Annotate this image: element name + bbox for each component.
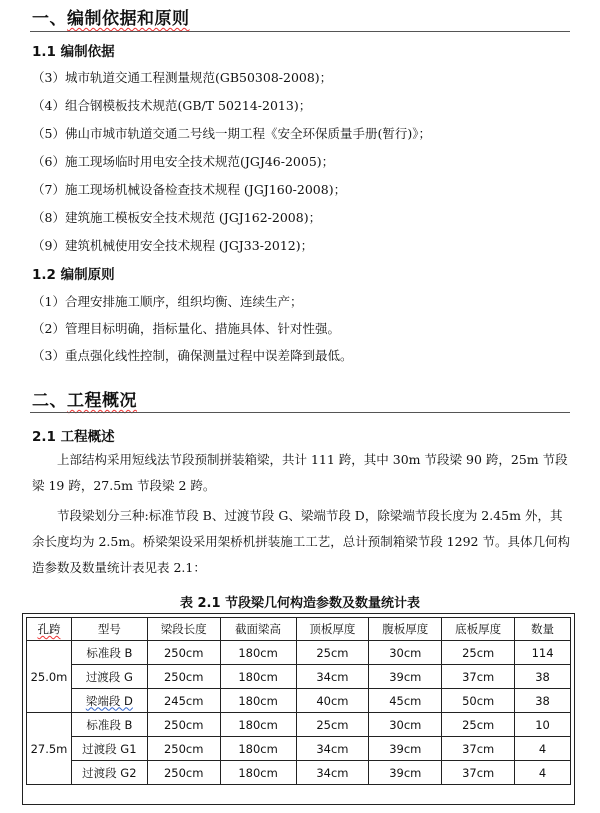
table-cell: 4 bbox=[515, 761, 571, 785]
table-cell: 250cm bbox=[147, 737, 220, 761]
basis-item: （6）施工现场临时用电安全技术规范(JGJ46-2005)； bbox=[32, 154, 335, 169]
table-cell: 25cm bbox=[442, 713, 515, 737]
section-1-rule bbox=[30, 31, 570, 32]
span-cell: 27.5m bbox=[27, 713, 72, 785]
table-cell: 250cm bbox=[147, 665, 220, 689]
span-cell: 25.0m bbox=[27, 641, 72, 713]
table-row bbox=[27, 665, 571, 689]
table-cell: 45cm bbox=[369, 689, 442, 713]
table-cell: 180cm bbox=[220, 713, 296, 737]
table-cell: 34cm bbox=[296, 737, 369, 761]
basis-item: （5）佛山市城市轨道交通二号线一期工程《安全环保质量手册(暂行)》； bbox=[32, 126, 431, 141]
table-cell: 50cm bbox=[442, 689, 515, 713]
section-2-heading bbox=[32, 386, 137, 411]
section-1-heading bbox=[32, 4, 190, 29]
type-cell: 标准段 B bbox=[71, 641, 147, 665]
table-row bbox=[27, 713, 571, 737]
overview-paragraph-1: 上部结构采用短线法节段预制拼装箱梁，共计 111 跨，其中 30m 节段梁 90 跨，25m 节段梁 19 跨，27.5m 节段梁 2 跨。 bbox=[32, 452, 568, 493]
principle-item: （1）合理安排施工顺序，组织均衡、连续生产； bbox=[32, 294, 303, 309]
basis-item: （7）施工现场机械设备检查技术规程 (JGJ160-2008)； bbox=[32, 182, 347, 197]
header-segment-length: 梁段长度 bbox=[147, 618, 220, 641]
type-cell: 梁端段 D bbox=[71, 689, 147, 713]
overview-paragraph-2: 节段梁划分三种:标准节段 B、过渡节段 G、梁端节段 D，除梁端节段长度为 2.45m 外，其余长度均为 2.5m。桥梁架设采用架桥机拼装施工工艺，总计预制箱梁节段 1292 节。具体几何构造参数及数量统计表见表 2.1： bbox=[32, 508, 570, 575]
table-cell: 37cm bbox=[442, 761, 515, 785]
table-cell: 180cm bbox=[220, 737, 296, 761]
table-cell: 34cm bbox=[296, 665, 369, 689]
basis-item: （3）城市轨道交通工程测量规范(GB50308-2008)； bbox=[32, 70, 333, 85]
subsection-1-1-heading: 1.1 编制依据 bbox=[32, 44, 115, 60]
table-cell: 114 bbox=[515, 641, 571, 665]
table-caption: 表 2.1 节段梁几何构造参数及数量统计表 bbox=[179, 596, 421, 611]
subsection-2-1-heading: 2.1 工程概述 bbox=[32, 429, 115, 445]
section-2-rule bbox=[30, 412, 570, 413]
type-cell: 标准段 B bbox=[71, 713, 147, 737]
table-cell: 40cm bbox=[296, 689, 369, 713]
table-row bbox=[27, 737, 571, 761]
table-cell: 10 bbox=[515, 713, 571, 737]
segment-stats-table bbox=[26, 617, 571, 785]
section-1-title: 编制依据和原则 bbox=[67, 9, 190, 29]
principle-item: （2）管理目标明确，指标量化、措施具体、针对性强。 bbox=[32, 321, 340, 336]
basis-item: （9）建筑机械使用安全技术规程 (JGJ33-2012)； bbox=[32, 238, 314, 253]
type-cell: 过渡段 G2 bbox=[71, 761, 147, 785]
subsection-1-2-heading: 1.2 编制原则 bbox=[32, 267, 115, 283]
table-cell: 39cm bbox=[369, 737, 442, 761]
table-cell: 30cm bbox=[369, 641, 442, 665]
table-row bbox=[27, 761, 571, 785]
header-span: 孔跨 bbox=[27, 618, 72, 641]
table-cell: 245cm bbox=[147, 689, 220, 713]
table-cell: 34cm bbox=[296, 761, 369, 785]
table-cell: 37cm bbox=[442, 737, 515, 761]
principle-item: （3）重点强化线性控制，确保测量过程中误差降到最低。 bbox=[32, 348, 353, 363]
table-row bbox=[27, 641, 571, 665]
table-cell: 39cm bbox=[369, 665, 442, 689]
table-cell: 39cm bbox=[369, 761, 442, 785]
section-2-number: 二、 bbox=[32, 391, 67, 411]
table-cell: 180cm bbox=[220, 689, 296, 713]
table-cell: 25cm bbox=[442, 641, 515, 665]
basis-item: （4）组合钢模板技术规范(GB/T 50214-2013)； bbox=[32, 98, 312, 113]
header-quantity: 数量 bbox=[515, 618, 571, 641]
header-bottom-slab: 底板厚度 bbox=[442, 618, 515, 641]
header-web: 腹板厚度 bbox=[369, 618, 442, 641]
table-cell: 4 bbox=[515, 737, 571, 761]
table-cell: 250cm bbox=[147, 641, 220, 665]
table-cell: 37cm bbox=[442, 665, 515, 689]
table-header-row bbox=[27, 618, 571, 641]
header-type: 型号 bbox=[71, 618, 147, 641]
type-cell: 过渡段 G1 bbox=[71, 737, 147, 761]
table-row bbox=[27, 689, 571, 713]
basis-item: （8）建筑施工模板安全技术规范 (JGJ162-2008)； bbox=[32, 210, 322, 225]
table-cell: 180cm bbox=[220, 761, 296, 785]
section-2-title: 工程概况 bbox=[67, 391, 137, 411]
header-section-height: 截面梁高 bbox=[220, 618, 296, 641]
table-cell: 250cm bbox=[147, 713, 220, 737]
table-cell: 38 bbox=[515, 689, 571, 713]
table-cell: 25cm bbox=[296, 641, 369, 665]
section-1-number: 一、 bbox=[32, 9, 67, 29]
header-top-slab: 顶板厚度 bbox=[296, 618, 369, 641]
table-cell: 180cm bbox=[220, 665, 296, 689]
table-cell: 30cm bbox=[369, 713, 442, 737]
table-cell: 38 bbox=[515, 665, 571, 689]
table-cell: 25cm bbox=[296, 713, 369, 737]
table-cell: 250cm bbox=[147, 761, 220, 785]
table-cell: 180cm bbox=[220, 641, 296, 665]
type-cell: 过渡段 G bbox=[71, 665, 147, 689]
